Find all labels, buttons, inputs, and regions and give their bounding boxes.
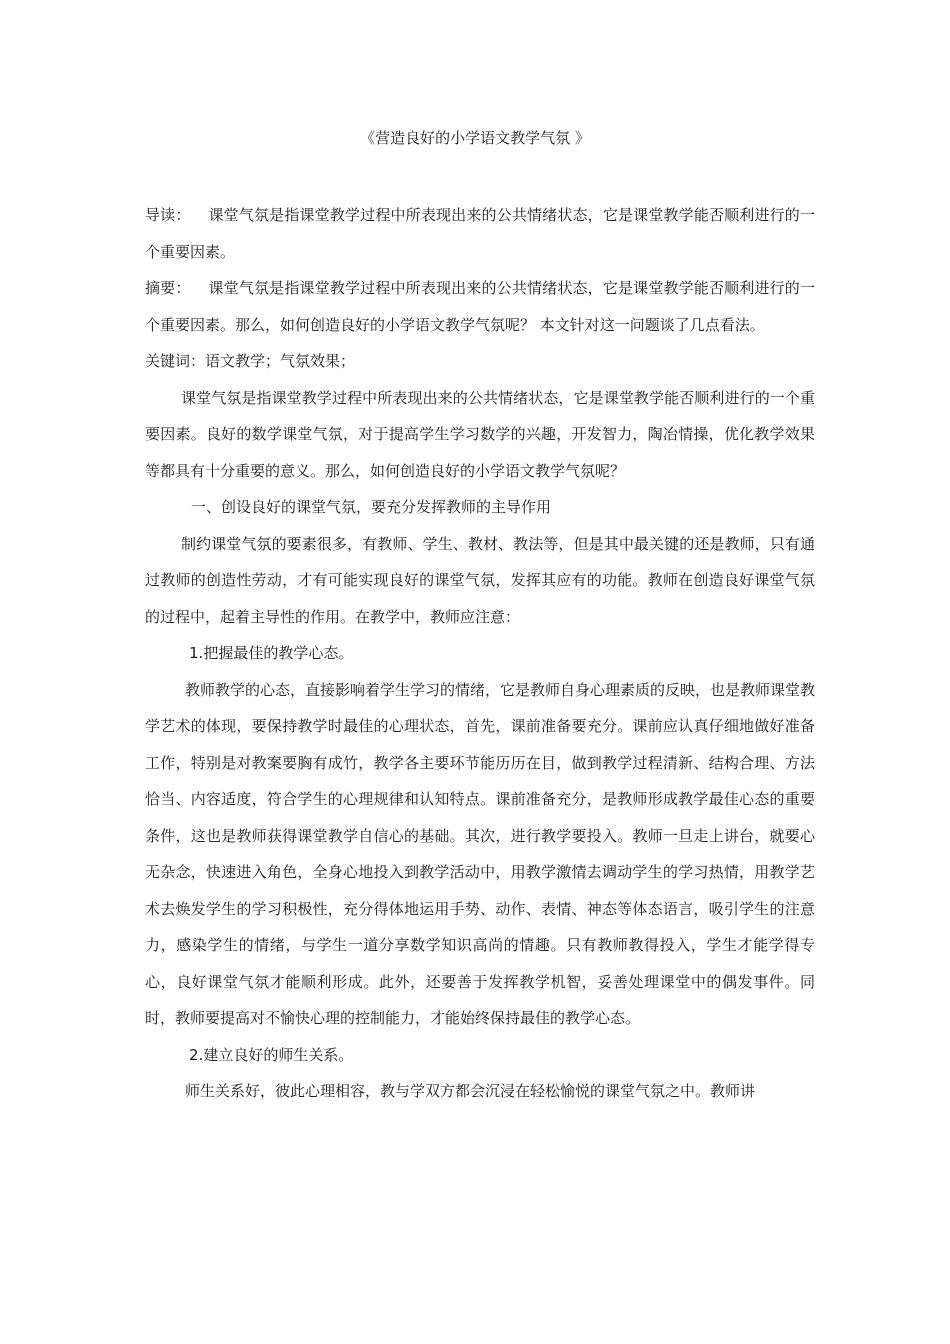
subheading-1-number: 1. [189,644,204,662]
intro-label: 导读： [145,206,191,224]
abstract-label: 摘要： [145,279,191,297]
abstract-text: 课堂气氛是指课堂教学过程中所表现出来的公共情绪状态，它是课堂教学能否顺利进行的一个重要因素。那么，如何创造良好的小学语文教学气氛呢？ 本文针对这一问题谈了几点看法。 [145,279,815,334]
body-paragraph-2: 制约课堂气氛的要素很多，有教师、学生、教材、教法等，但是其中最关键的还是教师，只有通过教师的创造性劳动，才有可能实现良好的课堂气氛，发挥其应有的功能。教师在创造良好课堂气氛的过程中，起着主导性的作用。在教学中，教师应注意： [145,534,815,626]
keywords-line: 关键词：语文教学；气氛效果； [145,352,356,370]
subheading-2-number: 2. [189,1045,204,1064]
subheading-1-text: 把握最佳的教学心态。 [203,644,354,662]
subheading-2 [145,1037,815,1074]
body-paragraph-4: 师生关系好，彼此心理相容，教与学双方都会沉浸在轻松愉悦的课堂气氛之中。教师讲 [185,1082,756,1100]
body-paragraph-3: 教师教学的心态，直接影响着学生学习的情绪，它是教师自身心理素质的反映，也是教师课堂教学艺术的体现，要保持教学时最佳的心理状态，首先，课前准备要充分。课前应认真仔细地做好准备工作，特别是对教案要胸有成竹，教学各主要环节能历历在目，做到教学过程清新、结构合理、方法恰当、内容适度，符合学生的心理规律和认知特点。课前准备充分，是教师形成教学最佳心态的重要条件，这也是教师获得课堂教学自信心的基础。其次，进行教学要投入。教师一旦走上讲台，就要心无杂念，快速进入角色，全身心地投入到教学活动中，用教学激情去调动学生的学习热情，用教学艺术去焕发学生的学习积极性，充分得体地运用手势、动作、表情、神态等体态语言，吸引学生的注意力，感染学生的情绪，与学生一道分享数学知识高尚的情趣。只有教师教得投入，学生才能学得专心，良好课堂气氛才能顺利形成。此外，还要善于发挥教学机智，妥善处理课堂中的偶发事件。同时，教师要提高对不愉快心理的控制能力，才能始终保持最佳的教学心态。 [145,680,816,1027]
document-title: 《营造良好的小学语文教学气氛 》 [360,129,590,147]
document-body [145,197,815,1110]
section-heading-1: 一、创设良好的课堂气氛，要充分发挥教师的主导作用 [191,498,552,516]
body-paragraph-1: 课堂气氛是指课堂教学过程中所表现出来的公共情绪状态，它是课堂教学能否顺利进行的一个重要因素。良好的数学课堂气氛，对于提高学生学习数学的兴趣，开发智力，陶冶情操，优化教学效果等都具有十分重要的意义。那么，如何创造良好的小学语文教学气氛呢？ [145,388,815,480]
intro-paragraph [145,197,815,270]
abstract-paragraph [145,270,815,343]
intro-text: 课堂气氛是指课堂教学过程中所表现出来的公共情绪状态，它是课堂教学能否顺利进行的一个重要因素。 [145,206,815,261]
subheading-2-text: 建立良好的师生关系。 [203,1045,354,1064]
subheading-1 [145,635,815,672]
